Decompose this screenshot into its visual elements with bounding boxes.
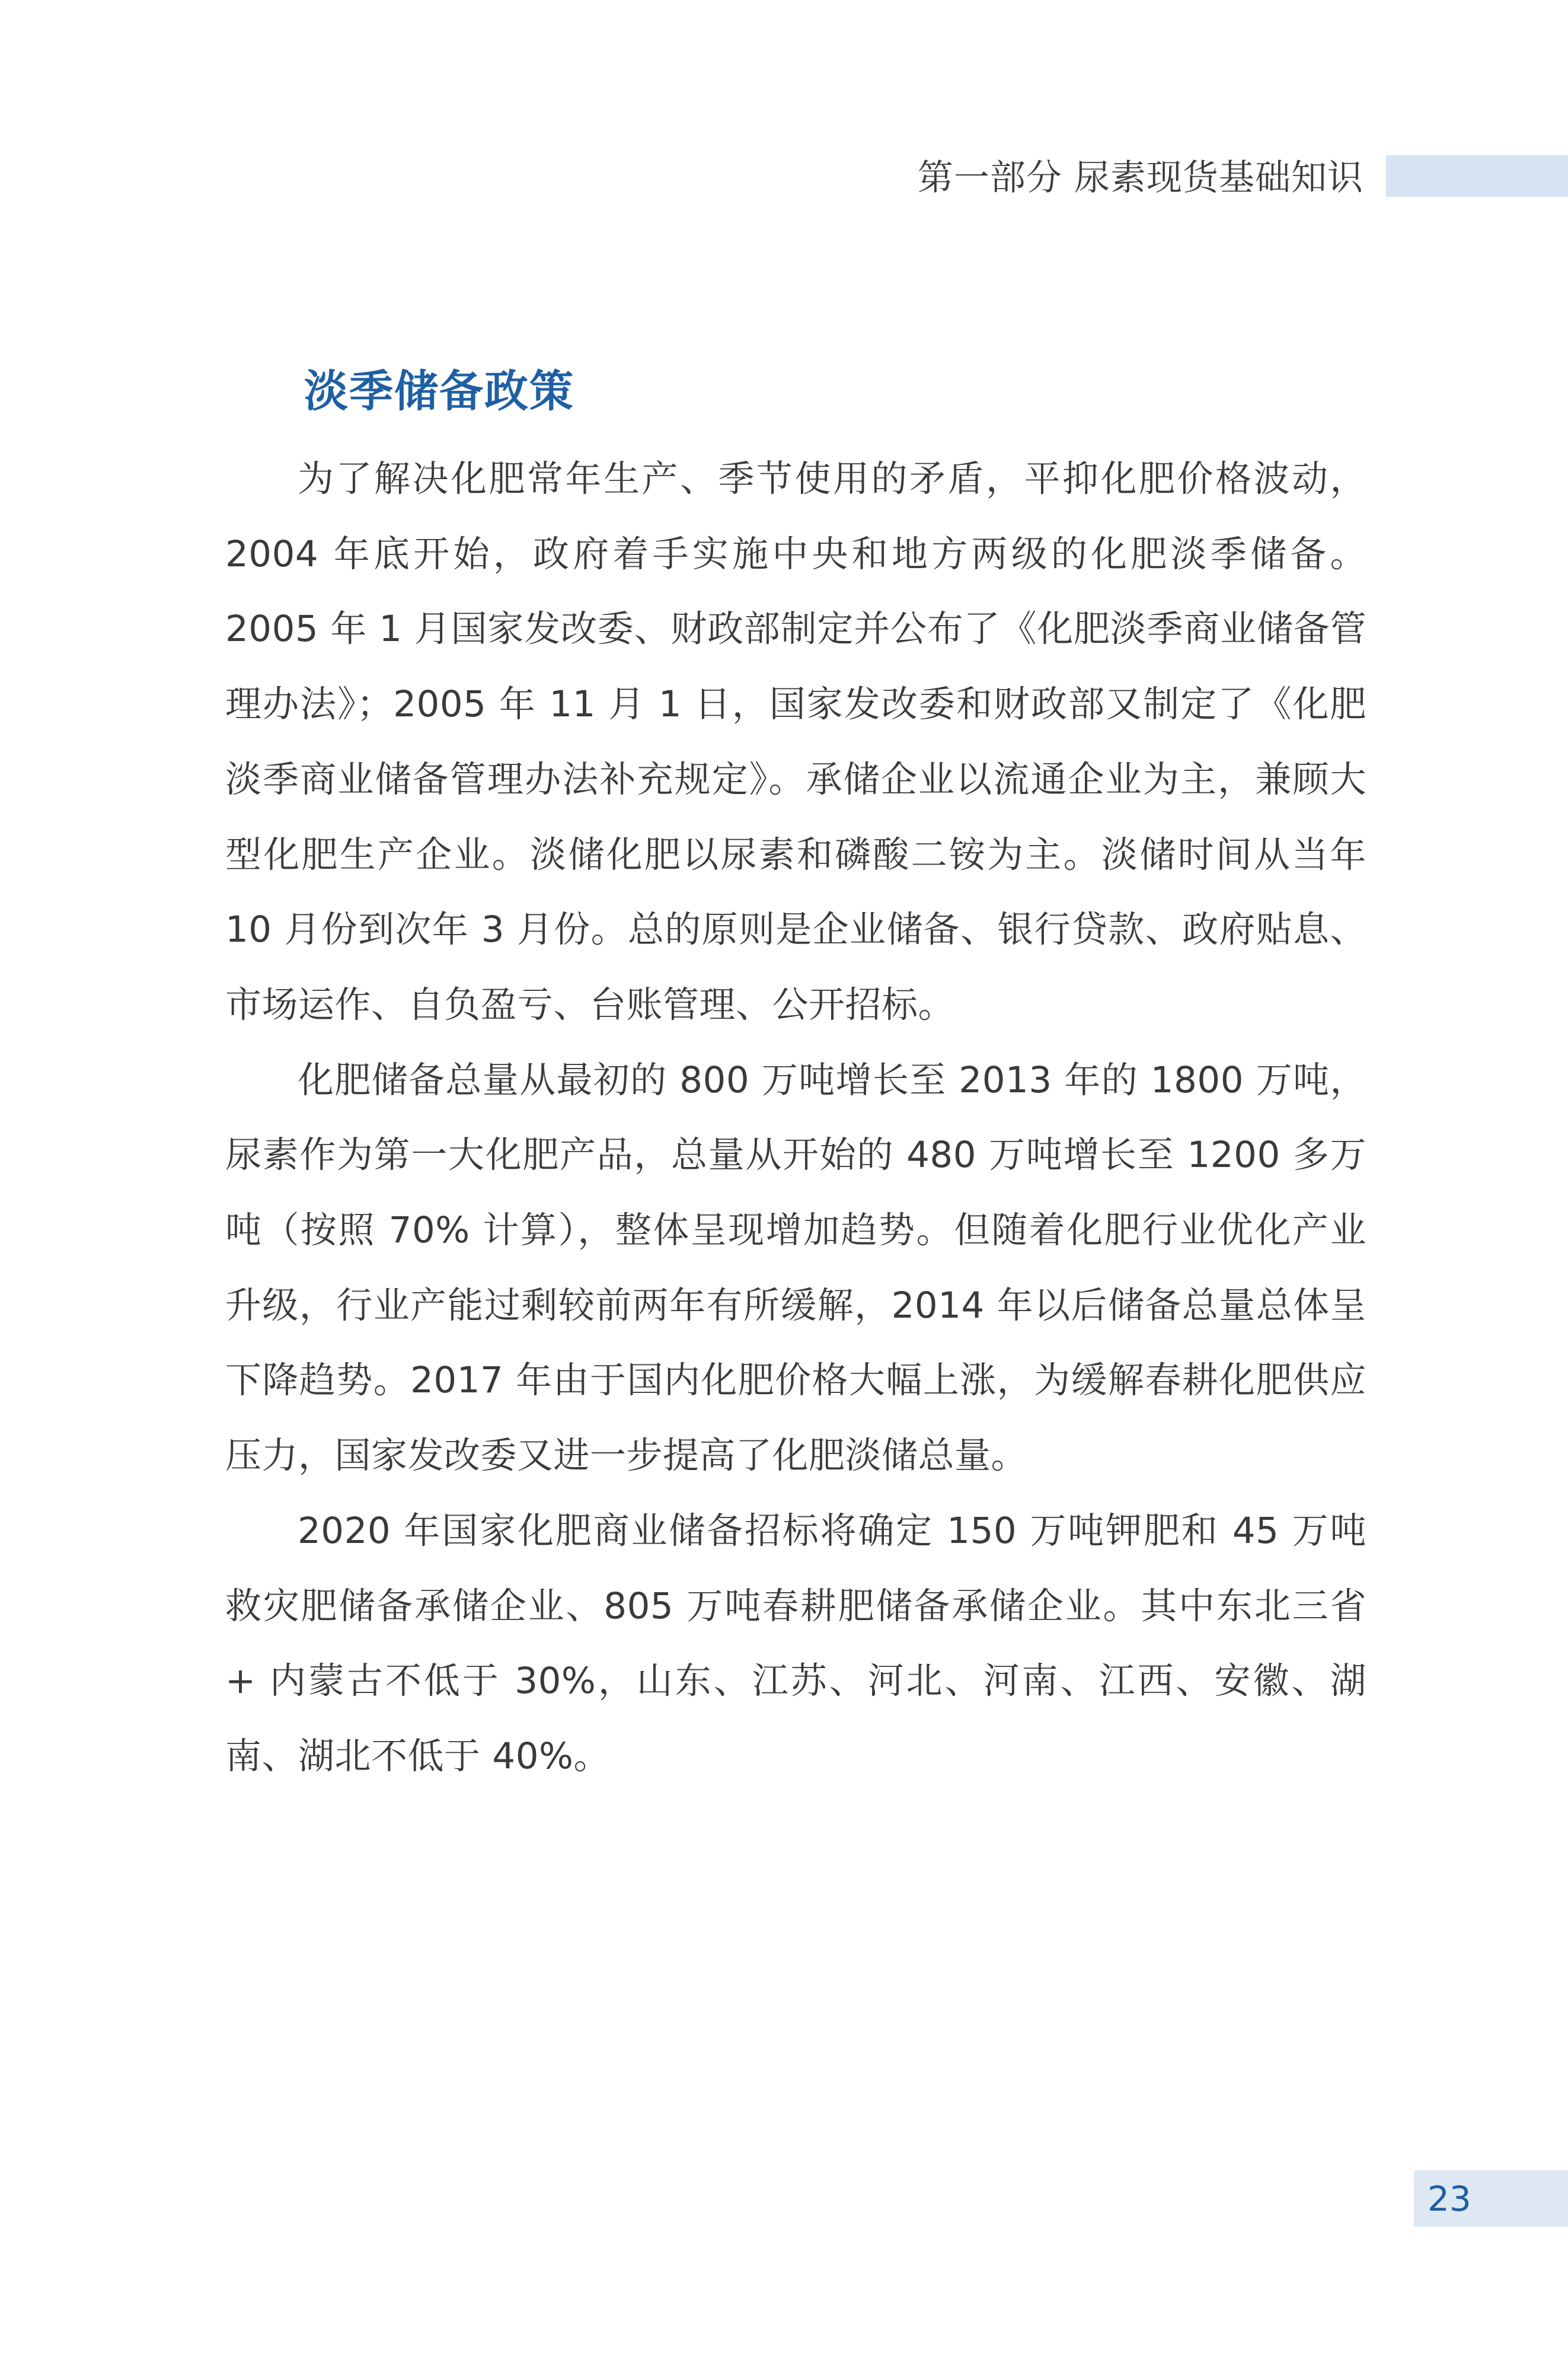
paragraph-1: 为了解决化肥常年生产、季节使用的矛盾，平抑化肥价格波动，2004 年底开始，政府着手实施中央和地方两级的化肥淡季储备。2005 年 1 月国家发改委、财政部制定并公布了《化肥淡季商业储备管理办法》；2005 年 11 月 1 日，国家发改委和财政部又制定了《化肥淡季商业储备管理办法补充规定》。承储企业以流通企业为主，兼顾大型化肥生产企业。淡储化肥以尿素和磷酸二铵为主。淡储时间从当年 10 月份到次年 3 月份。总的原则是企业储备、银行贷款、政府贴息、市场运作、自负盈亏、台账管理、公开招标。 <box>225 458 1366 1026</box>
body-text <box>225 442 1366 1794</box>
page-number: 23 <box>1428 2179 1471 2219</box>
paragraph-3: 2020 年国家化肥商业储备招标将确定 150 万吨钾肥和 45 万吨救灾肥储备承储企业、805 万吨春耕肥储备承储企业。其中东北三省 + 内蒙古不低于 30%，山东、江苏、河北、河南、江西、安徽、湖南、湖北不低于 40%。 <box>225 1509 1366 1777</box>
paragraph-2: 化肥储备总量从最初的 800 万吨增长至 2013 年的 1800 万吨，尿素作为第一大化肥产品，总量从开始的 480 万吨增长至 1200 多万吨（按照 70% 计算），整体呈现增加趋势。但随着化肥行业优化产业升级，行业产能过剩较前两年有所缓解，2014 年以后储备总量总体呈下降趋势。2017 年由于国内化肥价格大幅上涨，为缓解春耕化肥供应压力，国家发改委又进一步提高了化肥淡储总量。 <box>225 1058 1366 1477</box>
section-title: 淡季储备政策 <box>304 366 574 417</box>
header-accent-bar <box>1386 155 1568 197</box>
running-header: 第一部分 尿素现货基础知识 <box>917 157 1363 199</box>
